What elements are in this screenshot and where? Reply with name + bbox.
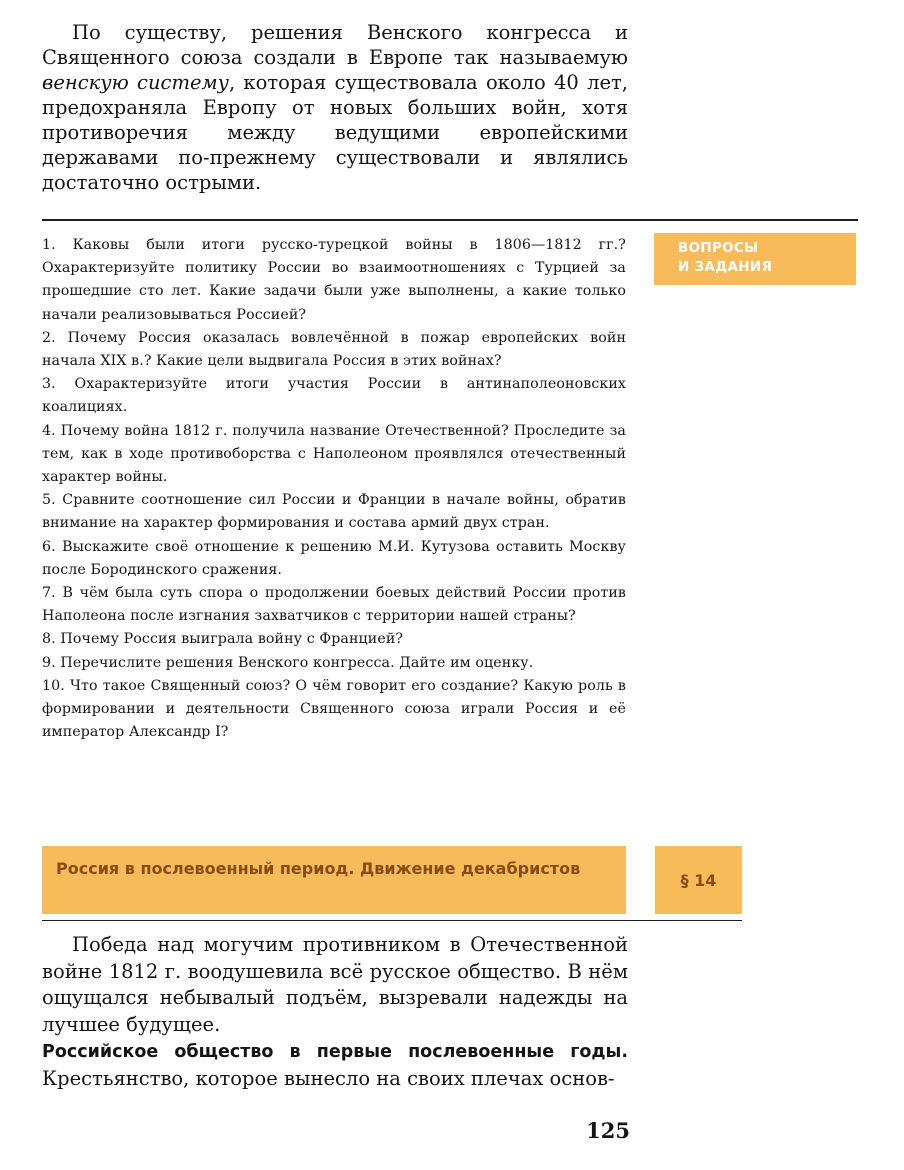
section-number-badge [655, 846, 742, 914]
question-item: 9. Перечислите решения Венского конгресса. Дайте им оценку. [42, 654, 534, 671]
section-number: § 14 [680, 870, 717, 890]
question-item: 6. Выскажите своё отношение к решению М.И. Кутузова оставить Москву после Бородинского сражения. [42, 538, 626, 578]
question-item: 4. Почему война 1812 г. получила название Отечественной? Проследите за тем, как в ходе противоборства с Наполеоном проявлялся отечественный характер войны. [42, 422, 626, 486]
question-item: 7. В чём была суть спора о продолжении боевых действий России против Наполеона после изгнания захватчиков с территории нашей страны? [42, 585, 626, 625]
body-text [42, 932, 628, 1092]
intro-text-end: , которая существовала около 40 лет, предохраняла Европу от новых больших войн, хотя противоречия между ведущими европейскими державами по-прежнему существовали и являлись достаточно острыми. [42, 71, 629, 194]
section-title-banner [42, 846, 626, 914]
question-item: 1. Каковы были итоги русско-турецкой войны в 1806—1812 гг.? Охарактеризуйте политику России во взаимоотношениях с Турцией за прошедшие сто лет. Какие задачи были уже выполнены, а какие только начали реализовываться Россией? [42, 237, 626, 323]
questions-badge-line2: И ЗАДАНИЯ [678, 259, 773, 275]
question-item: 10. Что такое Священный союз? О чём говорит его создание? Какую роль в формировании и деятельности Священного союза играли Россия и её император Александр I? [42, 677, 626, 741]
body-subheading: Российское общество в первые послевоенные годы. [42, 1042, 628, 1062]
page-number: 125 [586, 1118, 630, 1143]
questions-badge [654, 233, 856, 285]
intro-paragraph [42, 20, 628, 195]
questions-badge-line1: ВОПРОСЫ [678, 240, 759, 256]
intro-text-start: По существу, решения Венского конгресса и Священного союза создали в Европе так называемую [42, 21, 628, 69]
body-paragraph-2: Крестьянство, которое вынесло на своих плечах основ- [42, 1066, 615, 1090]
intro-term-italic: венскую систему [42, 71, 229, 94]
question-item: 8. Почему Россия выиграла войну с Францией? [42, 631, 404, 648]
divider-section [42, 920, 742, 921]
question-item: 2. Почему Россия оказалась вовлечённой в пожар европейских войн начала XIX в.? Какие цели выдвигала Россия в этих войнах? [42, 329, 626, 370]
questions-list [42, 234, 626, 744]
divider-top [42, 219, 858, 221]
section-title: Россия в послевоенный период. Движение декабристов [56, 859, 581, 878]
question-item: 3. Охарактеризуйте итоги участия России в антинаполеоновских коалициях. [42, 376, 626, 416]
body-paragraph-1: Победа над могучим противником в Отечественной войне 1812 г. воодушевила всё русское общество. В нём ощущался небывалый подъём, вызревали надежды на лучшее будущее. [42, 933, 628, 1036]
question-item: 5. Сравните соотношение сил России и Франции в начале войны, обратив внимание на характер формирования и состава армий двух стран. [42, 492, 626, 532]
